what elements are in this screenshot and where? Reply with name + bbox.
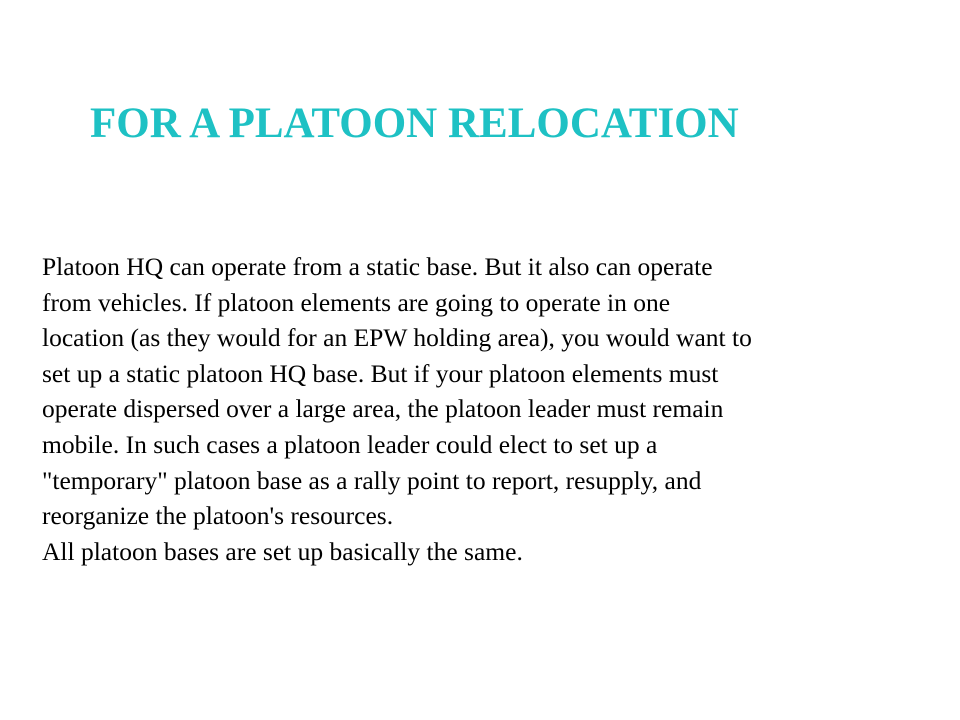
body-line: All platoon bases are set up basically the same. bbox=[42, 536, 523, 566]
body-line: location (as they would for an EPW holding area), you would want to bbox=[42, 323, 752, 353]
body-line: from vehicles. If platoon elements are going to operate in one bbox=[42, 287, 671, 317]
body-line: mobile. In such cases a platoon leader could elect to set up a bbox=[42, 429, 658, 459]
body-line: set up a static platoon HQ base. But if your platoon elements must bbox=[42, 358, 719, 388]
body-line: operate dispersed over a large area, the platoon leader must remain bbox=[42, 394, 724, 424]
body-line: "temporary" platoon base as a rally point to report, resupply, and bbox=[42, 465, 702, 495]
body-line: reorganize the platoon's resources. bbox=[42, 501, 394, 531]
body-line: Platoon HQ can operate from a static base. But it also can operate bbox=[42, 252, 713, 281]
slide-body bbox=[42, 249, 942, 569]
slide-title: FOR A PLATOON RELOCATION bbox=[90, 100, 739, 147]
